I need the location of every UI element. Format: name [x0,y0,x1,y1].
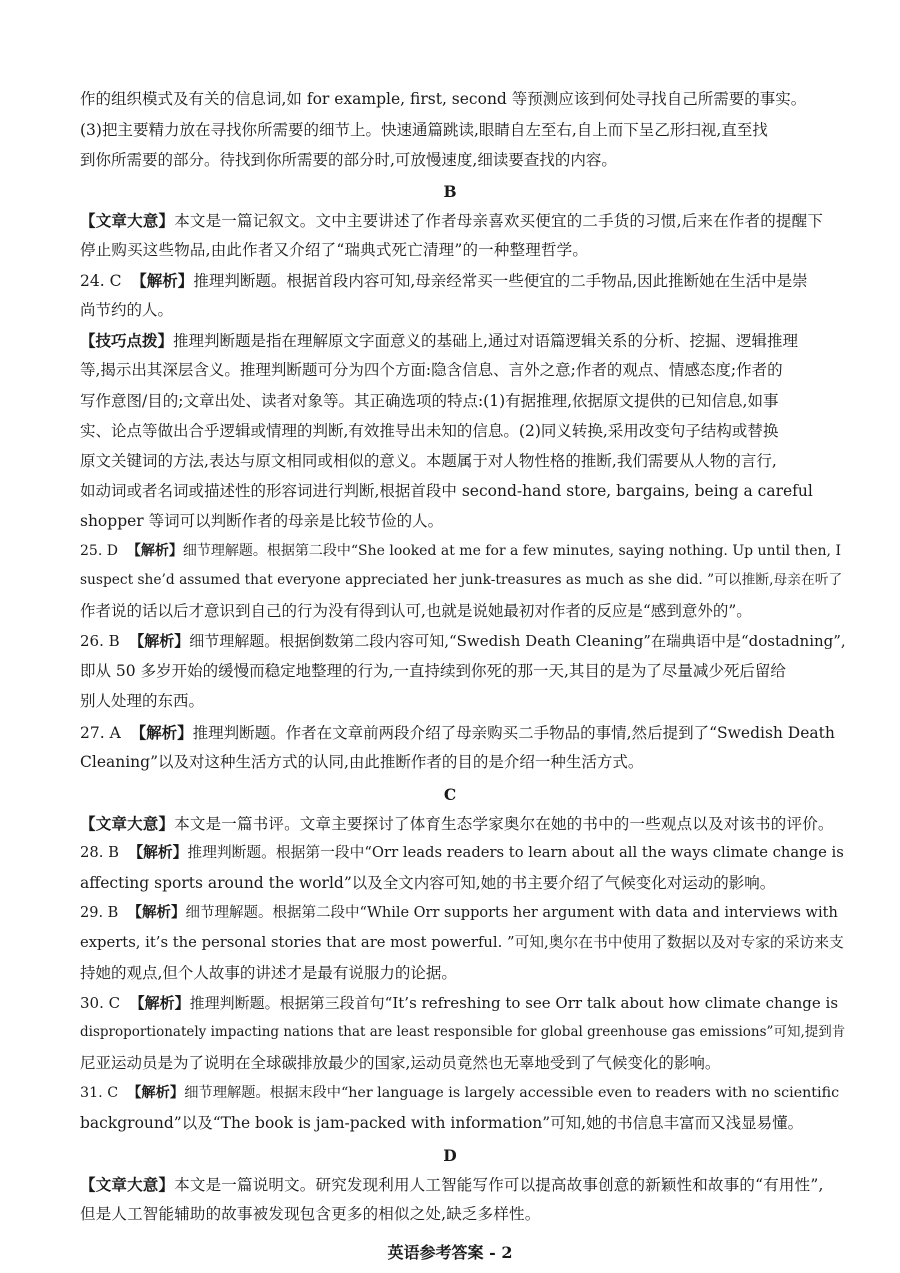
text-line: 作者说的话以后才意识到自己的行为没有得到认可,也就是说她最初对作者的反应是“感到意外的”。 [80,602,752,620]
answer-number: 28. B [80,844,119,861]
answer-26: 26. B 【解析】细节理解题。根据倒数第二段内容可知,“Swedish Death Cleaning”在瑞典语中是“dostadning”, [80,632,846,650]
section-heading-b: B [443,182,457,201]
main-idea-c: 【文章大意】本文是一篇书评。文章主要探讨了体育生态学家奥尔在她的书中的一些观点以及对该书的评价。 [80,814,834,833]
analysis-tag: 【解析】 [127,904,186,921]
tip-tag: 【技巧点拨】 [80,331,174,350]
analysis-tag: 【解析】 [129,994,190,1012]
text-line: 尚节约的人。 [80,301,174,319]
page-footer: 英语参考答案 - 2 [387,1243,513,1262]
tip-block: 【技巧点拨】推理判断题是指在理解原文字面意义的基础上,通过对语篇逻辑关系的分析、挖掘、逻辑推理 [80,331,798,350]
answer-number: 31. C [80,1085,119,1101]
section-heading-d: D [443,1146,457,1165]
text-line: 如动词或者名词或描述性的形容词进行判断,根据首段中 second-hand store, bargains, being a careful [80,482,813,500]
text-line: 即从 50 多岁开始的缓慢而稳定地整理的行为,一直持续到你死的那一天,其目的是为了尽量减少死后留给 [80,662,786,680]
answer-number: 26. B [80,632,120,650]
answer-31: 31. C 【解析】细节理解题。根据末段中“her language is largely accessible even to readers with no scientific [80,1085,840,1101]
answer-24: 24. C 【解析】推理判断题。根据首段内容可知,母亲经常买一些便宜的二手物品,因此推断她在生活中是崇 [80,271,808,290]
answer-27: 27. A 【解析】推理判断题。作者在文章前两段介绍了母亲购买二手物品的事情,然后提到了“Swedish Death [80,723,835,742]
text-line: suspect she’d assumed that everyone appreciated her junk-treasures as much as she did. ”可以推断,母亲在听了 [80,572,843,588]
section-heading-c: C [443,785,457,804]
main-idea-d: 【文章大意】本文是一篇说明文。研究发现利用人工智能写作可以提高故事创意的新颖性和故事的“有用性”, [80,1175,824,1194]
answer-29: 29. B 【解析】细节理解题。根据第二段中“While Orr supports her argument with data and interviews with [80,904,838,921]
text-line: (3)把主要精力放在寻找你所需要的细节上。快速通篇跳读,眼睛自左至右,自上而下呈乙形扫视,直至找 [80,121,768,139]
analysis-tag: 【解析】 [130,723,193,742]
text-line: affecting sports around the world”以及全文内容可知,她的书主要介绍了气候变化对运动的影响。 [80,874,776,892]
analysis-tag: 【解析】 [127,1085,185,1101]
text-line: 到你所需要的部分。待找到你所需要的部分时,可放慢速度,细读要查找的内容。 [80,151,617,169]
text-line: Cleaning”以及对这种生活方式的认同,由此推断作者的目的是介绍一种生活方式。 [80,753,644,771]
answer-number: 24. C [80,272,122,290]
main-idea-tag: 【文章大意】 [80,1175,175,1194]
text-line: 持她的观点,但个人故事的讲述才是最有说服力的论据。 [80,964,457,982]
text-line: 但是人工智能辅助的故事被发现包含更多的相似之处,缺乏多样性。 [80,1205,541,1223]
main-idea-tag: 【文章大意】 [80,211,175,230]
text-line: disproportionately impacting nations that are least responsible for global greenhouse gas emissions”可知,提到肯 [80,1024,846,1040]
text-line: 原文关键词的方法,表达与原文相同或相似的意义。本题属于对人物性格的推断,我们需要从人物的言行, [80,452,777,470]
text-line: 实、论点等做出合乎逻辑或情理的判断,有效推导出未知的信息。(2)同义转换,采用改变句子结构或替换 [80,422,779,440]
text-line: 作的组织模式及有关的信息词,如 for example, first, second 等预测应该到何处寻找自己所需要的事实。 [80,90,807,108]
analysis-tag: 【解析】 [128,844,188,861]
analysis-tag: 【解析】 [131,271,194,290]
answer-number: 25. D [80,543,118,559]
text-line: 别人处理的东西。 [80,692,205,710]
analysis-tag: 【解析】 [129,632,190,650]
text-line: 写作意图/目的;文章出处、读者对象等。其正确选项的特点:(1)有据推理,依据原文提供的已知信息,如事 [80,392,779,410]
answer-25: 25. D 【解析】细节理解题。根据第二段中“She looked at me for a few minutes, saying nothing. Up until then, I [80,543,841,559]
main-idea-tag: 【文章大意】 [80,814,175,833]
text-line: shopper 等词可以判断作者的母亲是比较节俭的人。 [80,512,444,530]
answer-28: 28. B 【解析】推理判断题。根据第一段中“Orr leads readers to learn about all the ways climate change is [80,844,844,861]
answer-number: 29. B [80,905,119,921]
text-line: 停止购买这些物品,由此作者又介绍了“瑞典式死亡清理”的一种整理哲学。 [80,241,589,259]
text-line: experts, it’s the personal stories that are most powerful. ”可知,奥尔在书中使用了数据以及对专家的采访来支 [80,934,844,951]
text-line: background”以及“The book is jam-packed with information”可知,她的书信息丰富而又浅显易懂。 [80,1114,804,1132]
text-line: 等,揭示出其深层含义。推理判断题可分为四个方面:隐含信息、言外之意;作者的观点、情感态度;作者的 [80,361,783,379]
answer-30: 30. C 【解析】推理判断题。根据第三段首句“It’s refreshing to see Orr talk about how climate change is [80,994,839,1012]
analysis-tag: 【解析】 [126,543,183,559]
answer-number: 27. A [80,724,121,742]
answer-number: 30. C [80,994,121,1012]
main-idea-b: 【文章大意】本文是一篇记叙文。文中主要讲述了作者母亲喜欢买便宜的二手货的习惯,后来在作者的提醒下 [80,211,824,230]
text-line: 尼亚运动员是为了说明在全球碳排放最少的国家,运动员竟然也无辜地受到了气候变化的影响。 [80,1054,721,1072]
